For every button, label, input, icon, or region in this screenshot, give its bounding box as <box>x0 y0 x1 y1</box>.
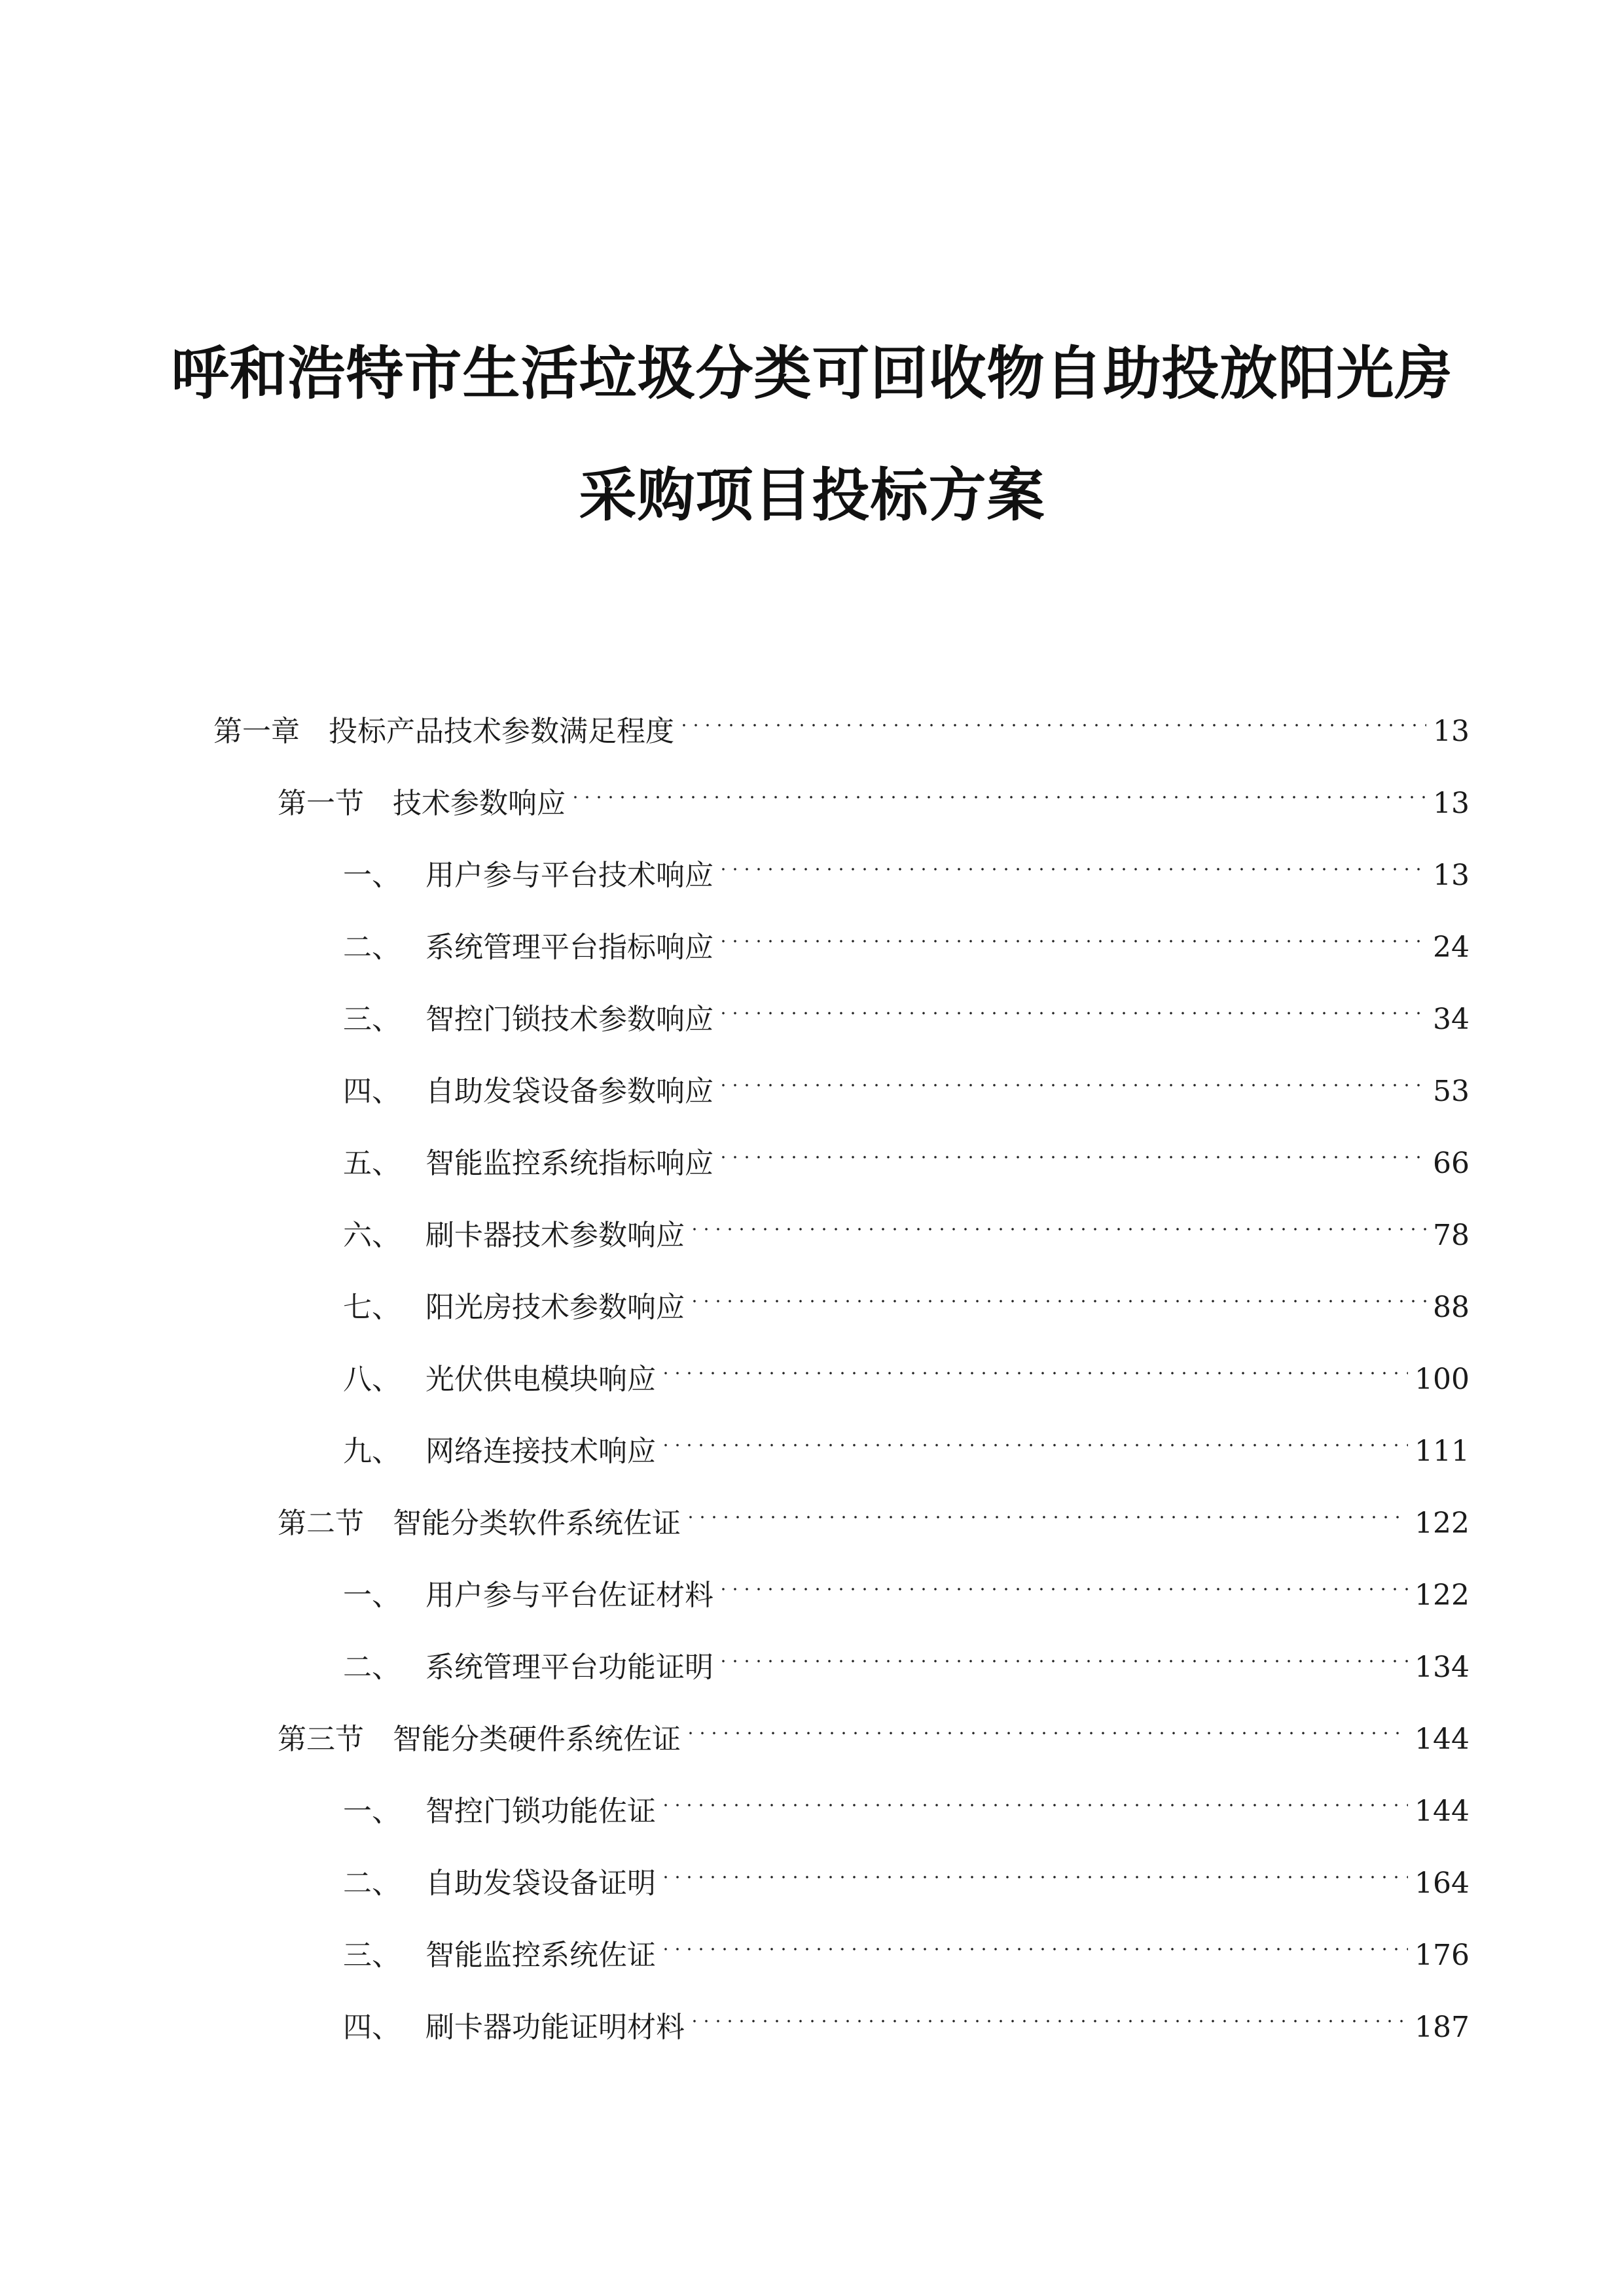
toc-entry-number: 第二节 <box>278 1507 364 1540</box>
toc-entry-page-number: 13 <box>1433 859 1470 892</box>
toc-dot-leader <box>660 1408 1408 1461</box>
toc-entry-page-number: 122 <box>1415 1507 1470 1540</box>
toc-dot-leader <box>660 1912 1408 1965</box>
toc-entry-title: 自助发袋设备参数响应 <box>425 1075 713 1108</box>
toc-entry[interactable] <box>343 1912 1470 1972</box>
toc-entry-page-number: 164 <box>1415 1867 1470 1900</box>
toc-entry-number: 七、 <box>343 1291 401 1324</box>
toc-entry-number: 一、 <box>343 1795 401 1828</box>
toc-entry-number: 二、 <box>343 1867 401 1900</box>
toc-entry-number: 四、 <box>343 1075 401 1108</box>
title-line-1: 呼和浩特市生活垃圾分类可回收物自助投放阳光房 <box>171 340 1453 407</box>
toc-dot-leader <box>660 1336 1408 1389</box>
toc-entry[interactable] <box>343 1193 1470 1252</box>
toc-entry-page-number: 134 <box>1415 1651 1470 1684</box>
toc-entry-title: 网络连接技术响应 <box>425 1435 656 1468</box>
toc-entry-page-number: 100 <box>1415 1363 1470 1396</box>
toc-dot-leader <box>717 1624 1408 1677</box>
toc-entry-page-number: 144 <box>1415 1795 1470 1828</box>
toc-entry-page-number: 111 <box>1415 1435 1470 1468</box>
toc-entry-number: 二、 <box>343 931 401 964</box>
toc-entry-page-number: 144 <box>1415 1723 1470 1756</box>
toc-entry-title: 智控门锁技术参数响应 <box>425 1003 713 1036</box>
toc-dot-leader <box>689 1265 1426 1317</box>
toc-entry-page-number: 122 <box>1415 1579 1470 1612</box>
toc-entry-title: 技术参数响应 <box>393 787 566 820</box>
toc-entry-title: 刷卡器技术参数响应 <box>425 1219 685 1252</box>
toc-entry[interactable] <box>343 833 1470 892</box>
toc-dot-leader <box>717 1049 1426 1101</box>
toc-entry[interactable] <box>343 1265 1470 1324</box>
toc-dot-leader <box>685 1696 1408 1749</box>
toc-entry-title: 投标产品技术参数满足程度 <box>329 715 674 748</box>
toc-dot-leader <box>717 977 1426 1029</box>
toc-entry-title: 用户参与平台技术响应 <box>425 859 713 892</box>
toc-dot-leader <box>689 1193 1426 1245</box>
toc-entry-page-number: 13 <box>1433 715 1470 748</box>
toc-entry-page-number: 66 <box>1433 1147 1470 1180</box>
toc-entry[interactable] <box>278 1480 1470 1540</box>
toc-dot-leader <box>717 1121 1426 1173</box>
toc-entry-title: 智能监控系统佐证 <box>425 1939 656 1972</box>
toc-entry-number: 五、 <box>343 1147 401 1180</box>
toc-entry-title: 阳光房技术参数响应 <box>425 1291 685 1324</box>
toc-entry-title: 智能监控系统指标响应 <box>425 1147 713 1180</box>
toc-entry[interactable] <box>343 1768 1470 1828</box>
toc-entry-number: 九、 <box>343 1435 401 1468</box>
toc-entry[interactable] <box>343 905 1470 964</box>
toc-entry-number: 六、 <box>343 1219 401 1252</box>
toc-entry-number: 三、 <box>343 1939 401 1972</box>
toc-dot-leader <box>660 1840 1408 1893</box>
toc-entry-title: 用户参与平台佐证材料 <box>425 1579 713 1612</box>
toc-entry-page-number: 88 <box>1433 1291 1470 1324</box>
toc-entry[interactable] <box>343 1121 1470 1180</box>
toc-entry[interactable] <box>343 1336 1470 1396</box>
toc-entry-page-number: 24 <box>1433 931 1470 964</box>
toc-entry[interactable] <box>343 1624 1470 1684</box>
toc-entry-title: 系统管理平台指标响应 <box>425 931 713 964</box>
toc-entry[interactable] <box>213 689 1470 748</box>
toc-entry-number: 四、 <box>343 2011 401 2044</box>
toc-dot-leader <box>660 1768 1408 1821</box>
toc-entry-title: 刷卡器功能证明材料 <box>425 2011 685 2044</box>
toc-entry[interactable] <box>343 1552 1470 1612</box>
toc-dot-leader <box>717 1552 1408 1605</box>
toc-entry-title: 智能分类软件系统佐证 <box>393 1507 681 1540</box>
document-title <box>0 313 1624 556</box>
toc-entry-title: 自助发袋设备证明 <box>425 1867 656 1900</box>
toc-entry-number: 二、 <box>343 1651 401 1684</box>
toc-entry-number: 三、 <box>343 1003 401 1036</box>
toc-entry-page-number: 13 <box>1433 787 1470 820</box>
toc-entry-page-number: 53 <box>1433 1075 1470 1108</box>
toc-entry[interactable] <box>343 977 1470 1036</box>
toc-entry-page-number: 176 <box>1415 1939 1470 1972</box>
toc-entry-title: 光伏供电模块响应 <box>425 1363 656 1396</box>
toc-entry[interactable] <box>343 1840 1470 1900</box>
toc-dot-leader <box>717 905 1426 957</box>
toc-entry-title: 智能分类硬件系统佐证 <box>393 1723 681 1756</box>
toc-dot-leader <box>569 761 1426 813</box>
toc-dot-leader <box>678 689 1426 741</box>
toc-entry[interactable] <box>343 1049 1470 1108</box>
toc-entry-number: 第一节 <box>278 787 364 820</box>
toc-entry-number: 八、 <box>343 1363 401 1396</box>
toc-dot-leader <box>685 1480 1408 1533</box>
title-line-2: 采购项目投标方案 <box>579 461 1045 529</box>
toc-dot-leader <box>689 1984 1408 2037</box>
toc-entry-page-number: 34 <box>1433 1003 1470 1036</box>
toc-entry-title: 智控门锁功能佐证 <box>425 1795 656 1828</box>
toc-dot-leader <box>717 833 1426 885</box>
toc-entry-title: 系统管理平台功能证明 <box>425 1651 713 1684</box>
toc-entry[interactable] <box>278 761 1470 820</box>
toc-entry-page-number: 78 <box>1433 1219 1470 1252</box>
toc-entry[interactable] <box>343 1408 1470 1468</box>
toc-entry-number: 第一章 <box>213 715 300 748</box>
toc-entry-number: 一、 <box>343 859 401 892</box>
toc-entry-page-number: 187 <box>1415 2011 1470 2044</box>
toc-entry[interactable] <box>278 1696 1470 1756</box>
toc-entry[interactable] <box>343 1984 1470 2044</box>
toc-entry-number: 一、 <box>343 1579 401 1612</box>
toc-entry-number: 第三节 <box>278 1723 364 1756</box>
